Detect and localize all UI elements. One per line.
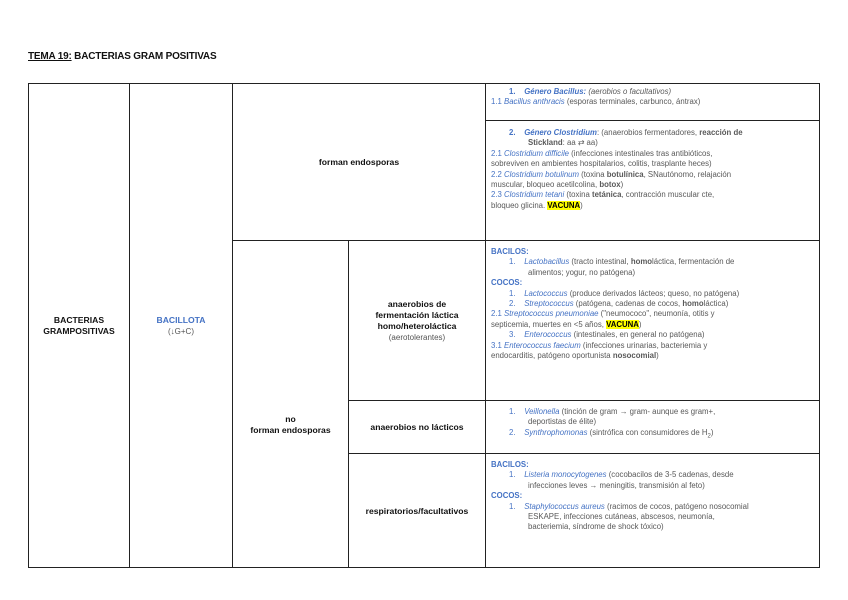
list-number: 1. (509, 501, 516, 511)
tetanica-bold: tetánica (592, 190, 622, 200)
pneumoniae-line2: septicemia, muertes en <5 años, (491, 319, 607, 329)
species-pneumoniae: Streptococcus pneumoniae (504, 309, 599, 319)
group-label-line1: BACTERIAS (53, 315, 105, 325)
list-number: 2.2 (491, 169, 505, 179)
synthrophomonas-desc: (sintrófica con consumidores de H (587, 427, 708, 437)
cocos-heading: COCOS: (491, 278, 523, 288)
listeria-desc: (cocobacilos de 3-5 cadenas, desde (606, 470, 734, 480)
spore-forming-label: forman endosporas (318, 156, 400, 167)
list-number: 1.1 (491, 97, 505, 107)
list-number: 3. (509, 330, 516, 340)
streptococcus-desc2: láctica) (703, 299, 729, 309)
non-spore-label-line2: forman endosporas (250, 424, 331, 435)
tetani-desc2: , contracción muscular cte, (621, 190, 715, 200)
lactic-line2: fermentación láctica (375, 309, 459, 320)
staphylococcus-line2: ESKAPE, infecciones cutáneas, abscesos, neumonía, (528, 512, 715, 522)
faecium-line2-end: ) (656, 351, 659, 361)
streptococcus-desc: (patógena, cadenas de cocos, (573, 299, 683, 309)
genus-bacillus: Género Bacillus: (524, 87, 587, 96)
list-number: 2.3 (491, 190, 505, 200)
stickland-bold: Stickland (528, 138, 563, 148)
lactic-line3: homo/heteroláctica (377, 320, 457, 331)
group-label-line2: GRAMPOSITIVAS (43, 326, 115, 336)
genus-lactococcus: Lactococcus (524, 288, 568, 298)
staphylococcus-line3: bacteriemia, síndrome de shock tóxico) (528, 522, 664, 532)
species-botulinum: Clostridium botulinum (504, 169, 579, 179)
bacilos-heading: BACILOS: (491, 247, 529, 256)
vaccine-highlight: VACUNA (547, 200, 581, 210)
species-anthracis: Bacillus anthracis (504, 97, 565, 107)
bacilos-heading: BACILOS: (491, 460, 529, 469)
non-lactic-label: anaerobios no lácticos (370, 421, 464, 432)
page-title (28, 51, 216, 62)
botulinum-line2-end: ) (620, 180, 624, 190)
list-number: 2. (509, 128, 516, 137)
synthrophomonas-end: ) (710, 427, 714, 437)
pneumoniae-desc: ("neumococo", neumonía, otitis y (598, 309, 715, 319)
species-tetani: Clostridium tetani (504, 190, 565, 200)
list-number: 2.1 (491, 309, 505, 319)
lactobacillus-desc2: láctica, fermentación de (652, 257, 735, 267)
lactic-sub: (aerotolerantes) (388, 332, 446, 342)
pneumoniae-line2-end: ) (638, 319, 642, 329)
nosocomial-bold: nosocomial (612, 351, 657, 361)
list-number: 1. (509, 87, 516, 96)
genus-lactobacillus: Lactobacillus (524, 257, 570, 267)
genus-streptococcus: Streptococcus (524, 299, 574, 309)
list-number: 1. (509, 407, 516, 416)
stickland-desc: : aa ⇄ aa) (562, 138, 598, 148)
veillonella-line2: deportistas de élite) (528, 417, 597, 427)
staphylococcus-desc: (racimos de cocos, patógeno nosocomial (604, 501, 749, 511)
lactobacillus-line2: alimentos; yogur, no patógena) (528, 267, 636, 277)
list-number: 1. (509, 288, 516, 298)
list-number: 2.1 (491, 148, 505, 158)
bacillus-desc: (aerobios o facultativos) (586, 87, 672, 96)
botulinum-line2: muscular, bloqueo acetilcolina, (491, 180, 600, 190)
difficile-desc: (infecciones intestinales tras antibióticos, (569, 148, 713, 158)
phylum-sub: (↓G+C) (168, 327, 194, 336)
botox-bold: botox (599, 180, 621, 190)
genus-synthrophomonas: Synthrophomonas (524, 427, 588, 437)
list-number: 2. (509, 427, 516, 437)
difficile-desc-line2: sobreviven en ambientes hospitalarios, colitis, trasplante heces) (491, 159, 712, 169)
genus-veillonella: Veillonella (524, 407, 560, 416)
lactococcus-desc: (produce derivados lácteos; queso, no patógena) (567, 288, 740, 298)
title-text: BACTERIAS GRAM POSITIVAS (71, 51, 217, 62)
genus-clostridium: Género Clostridium (524, 128, 597, 137)
tetani-line2-end: ) (580, 200, 583, 210)
species-listeria: Listeria monocytogenes (524, 470, 607, 480)
species-difficile: Clostridium difficile (504, 148, 570, 158)
table-border (28, 83, 820, 568)
listeria-line2: infecciones leves → meningitis, transmisión al feto) (528, 480, 705, 490)
enterococcus-desc: (intestinales, en general no patógena) (571, 330, 705, 340)
bacteria-table (28, 83, 820, 568)
species-staphylococcus: Staphylococcus aureus (524, 501, 605, 511)
list-number: 2. (509, 299, 516, 309)
vaccine-highlight: VACUNA (606, 319, 639, 329)
title-prefix: TEMA 19: (28, 51, 72, 62)
phylum-label: BACILLOTA (156, 315, 206, 325)
homo-bold: homo (682, 299, 704, 309)
non-spore-label-line1: no (285, 413, 296, 424)
homo-bold: homo (630, 257, 653, 267)
cocos-heading: COCOS: (491, 491, 523, 501)
lactic-line1: anaerobios de (387, 298, 447, 309)
species-faecium: Enterococcus faecium (504, 340, 581, 350)
botulinum-desc: (toxina (578, 169, 607, 179)
list-number: 1. (509, 470, 516, 480)
faecium-line2: endocarditis, patógeno oportunista (491, 351, 613, 361)
list-number: 3.1 (491, 340, 505, 350)
botulinum-bold: botulínica (606, 169, 644, 179)
veillonella-desc: (tinción de gram → gram- aunque es gram+, (559, 407, 716, 416)
clostridium-desc-bold: reacción de (699, 128, 743, 137)
tetani-desc: (toxina (564, 190, 592, 200)
genus-enterococcus: Enterococcus (524, 330, 572, 340)
respiratory-label: respiratorios/facultativos (365, 505, 469, 516)
list-number: 1. (509, 257, 516, 267)
tetani-line2: bloqueo glicina. (491, 200, 548, 210)
subscript: 2 (707, 433, 711, 440)
faecium-desc: (infecciones urinarias, bacteriemia y (580, 340, 708, 350)
clostridium-desc: : (anaerobios fermentadores, (596, 128, 700, 137)
lactobacillus-desc: (tracto intestinal, (569, 257, 631, 267)
botulinum-desc2: , SNautónomo, relajación (643, 169, 732, 179)
anthracis-desc: (esporas terminales, carbunco, ántrax) (564, 97, 701, 107)
